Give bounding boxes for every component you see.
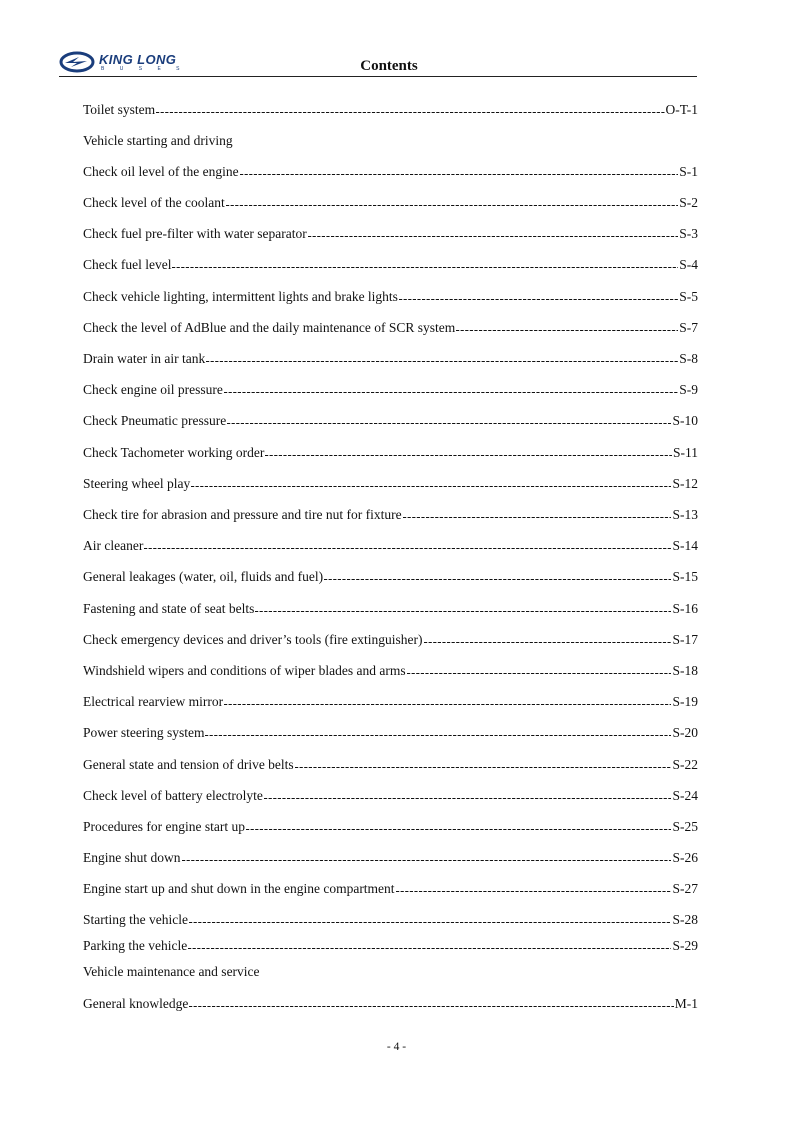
toc-entry[interactable] (83, 819, 698, 839)
toc-leader (189, 1000, 673, 1008)
toc-entry-page: S-1 (679, 164, 698, 179)
toc-entry-title: Check fuel level (83, 257, 172, 272)
toc-entry-title: General leakages (water, oil, fluids and fuel) (83, 569, 324, 584)
toc-leader (156, 106, 664, 114)
toc-entry[interactable] (83, 538, 698, 558)
toc-entry[interactable] (83, 912, 698, 932)
toc-entry-title: Power steering system (83, 725, 205, 740)
header-divider (59, 76, 697, 77)
toc-entry-page: S-3 (679, 226, 698, 241)
toc-entry[interactable] (83, 257, 698, 277)
toc-entry-page: S-14 (672, 538, 698, 553)
toc-entry-page: S-12 (672, 476, 698, 491)
toc-section-heading (83, 964, 698, 984)
toc-entry[interactable] (83, 476, 698, 496)
toc-entry[interactable] (83, 569, 698, 589)
toc-leader (324, 573, 671, 581)
toc-entry-title: Procedures for engine start up (83, 819, 245, 834)
toc-leader (172, 261, 678, 269)
toc-entry-title: Check vehicle lighting, intermittent lights and brake lights (83, 289, 398, 304)
page-header (59, 46, 697, 78)
toc-leader (240, 168, 679, 176)
toc-leader (456, 324, 678, 332)
toc-leader (188, 942, 671, 950)
toc-leader (265, 449, 672, 457)
toc-entry-page: S-8 (679, 351, 698, 366)
toc-leader (407, 667, 672, 675)
toc-entry-page: S-9 (679, 382, 698, 397)
toc-entry-page: M-1 (674, 996, 698, 1011)
toc-entry[interactable] (83, 507, 698, 527)
toc-entry-page: S-5 (679, 289, 698, 304)
brand-name: KING LONG (99, 52, 177, 67)
toc-entry[interactable] (83, 663, 698, 683)
toc-entry-page: S-17 (672, 632, 698, 647)
toc-entry-page: S-27 (672, 881, 698, 896)
toc-leader (224, 698, 671, 706)
toc-entry-title: Drain water in air tank (83, 351, 206, 366)
toc-entry[interactable] (83, 382, 698, 402)
toc-entry-title: Air cleaner (83, 538, 144, 553)
toc-entry-page: S-7 (679, 320, 698, 335)
toc-leader (399, 293, 678, 301)
toc-leader (308, 230, 678, 238)
toc-leader (226, 199, 679, 207)
toc-leader (295, 761, 672, 769)
toc-entry-page: S-4 (679, 257, 698, 272)
toc-entry[interactable] (83, 757, 698, 777)
toc-entry-title: General state and tension of drive belts (83, 757, 294, 772)
toc-leader (264, 792, 672, 800)
toc-entry-title: General knowledge (83, 996, 189, 1011)
toc-leader (227, 417, 671, 425)
toc-entry-title: Engine shut down (83, 850, 181, 865)
toc-leader (191, 480, 671, 488)
toc-entry-title: Check oil level of the engine (83, 164, 239, 179)
brand-subtitle: B U S E S (101, 66, 187, 72)
toc-entry-title: Toilet system (83, 102, 156, 117)
toc-entry-title: Vehicle maintenance and service (83, 964, 260, 979)
toc-entry[interactable] (83, 788, 698, 808)
toc-leader (224, 386, 678, 394)
toc-leader (189, 916, 672, 924)
toc-entry[interactable] (83, 996, 698, 1016)
toc-entry-title: Engine start up and shut down in the engine compartment (83, 881, 395, 896)
toc-entry-page: S-10 (672, 413, 698, 428)
page-number: - 4 - (386, 1041, 407, 1053)
toc-entry-title: Fastening and state of seat belts (83, 601, 255, 616)
toc-leader (205, 729, 671, 737)
toc-entry[interactable] (83, 850, 698, 870)
toc-entry-page: S-28 (672, 912, 698, 927)
toc-entry-page: S-2 (679, 195, 698, 210)
toc-entry-page: S-15 (672, 569, 698, 584)
toc-entry-page: S-19 (672, 694, 698, 709)
toc-entry-page: S-25 (672, 819, 698, 834)
toc-entry[interactable] (83, 102, 698, 122)
toc-entry[interactable] (83, 164, 698, 184)
toc-entry-page: S-13 (672, 507, 698, 522)
toc-entry-page: S-22 (672, 757, 698, 772)
toc-entry-page: S-29 (672, 938, 698, 953)
toc-section-heading (83, 133, 698, 153)
toc-entry-title: Starting the vehicle (83, 912, 188, 927)
toc-entry-title: Windshield wipers and conditions of wiper blades and arms (83, 663, 406, 678)
toc-entry[interactable] (83, 320, 698, 340)
toc-entry-title: Check engine oil pressure (83, 382, 223, 397)
toc-entry-title: Check Pneumatic pressure (83, 413, 227, 428)
toc-entry-title: Check emergency devices and driver’s tools (fire extinguisher) (83, 632, 423, 647)
toc-entry[interactable] (83, 881, 698, 901)
toc-leader (396, 885, 672, 893)
toc-entry-page: S-26 (672, 850, 698, 865)
toc-entry-title: Check tire for abrasion and pressure and tire nut for fixture (83, 507, 402, 522)
toc-entry-title: Check the level of AdBlue and the daily maintenance of SCR system (83, 320, 456, 335)
toc-entry[interactable] (83, 289, 698, 309)
toc-entry-page: S-24 (672, 788, 698, 803)
toc-entry-title: Check level of battery electrolyte (83, 788, 263, 803)
toc-entry[interactable] (83, 938, 698, 958)
toc-leader (246, 823, 672, 831)
toc-entry-page: S-16 (672, 601, 698, 616)
toc-entry-title: Check level of the coolant (83, 195, 225, 210)
toc-entry-page: O-T-1 (665, 102, 698, 117)
toc-entry-page: S-18 (672, 663, 698, 678)
toc-entry-title: Vehicle starting and driving (83, 133, 233, 148)
toc-entry-page: S-11 (672, 445, 698, 460)
toc-entry[interactable] (83, 632, 698, 652)
toc-leader (182, 854, 672, 862)
toc-entry[interactable] (83, 351, 698, 371)
toc-entry-title: Parking the vehicle (83, 938, 188, 953)
toc-entry[interactable] (83, 694, 698, 714)
page-title: Contents (360, 58, 418, 74)
toc-leader (255, 605, 671, 613)
toc-leader (403, 511, 672, 519)
toc-entry-title: Electrical rearview mirror (83, 694, 224, 709)
toc-entry-title: Steering wheel play (83, 476, 191, 491)
toc-entry-page: S-20 (672, 725, 698, 740)
toc-entry-title: Check Tachometer working order (83, 445, 265, 460)
toc-entry[interactable] (83, 445, 698, 465)
toc-leader (206, 355, 678, 363)
toc-entry[interactable] (83, 725, 698, 745)
toc-entry[interactable] (83, 601, 698, 621)
toc-leader (144, 542, 671, 550)
toc-leader (424, 636, 672, 644)
toc-entry[interactable] (83, 413, 698, 433)
toc-entry[interactable] (83, 195, 698, 215)
toc-entry[interactable] (83, 226, 698, 246)
toc-entry-title: Check fuel pre-filter with water separator (83, 226, 307, 241)
